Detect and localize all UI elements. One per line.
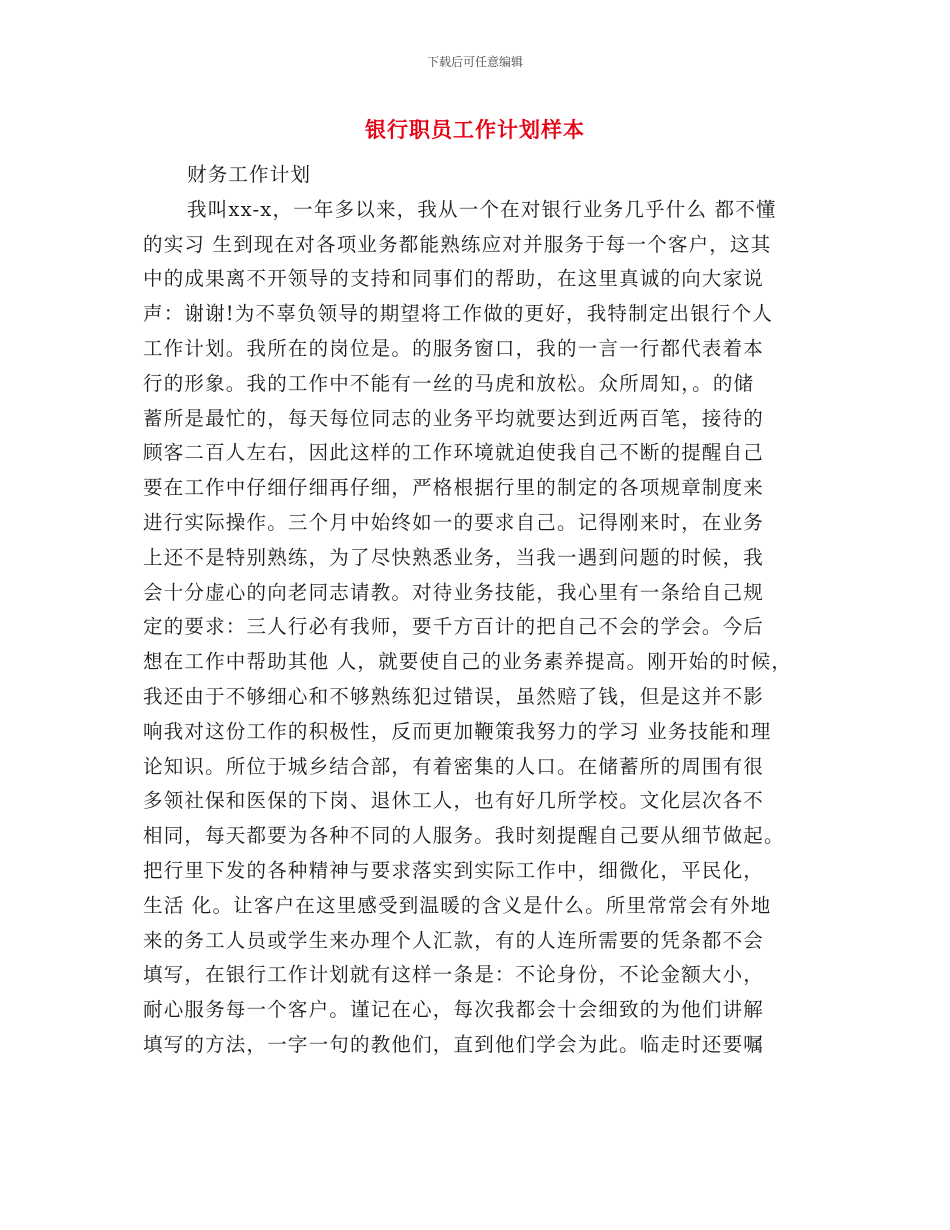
- paragraph-line: 填写的方法，一字一句的教他们，直到他们学会为此。临走时还要嘱: [143, 1032, 765, 1056]
- document-body: [143, 158, 823, 1063]
- header-note: 下载后可任意编辑: [426, 55, 523, 69]
- paragraph-line: 我叫xx-x，一年多以来，我从一个在对银行业务几乎什么 都不懂: [187, 197, 777, 221]
- paragraph-line: 会十分虚心的向老同志请教。对待业务技能，我心里有一条给自己规: [143, 580, 765, 604]
- paragraph-line: 来的务工人员或学生来办理个人汇款，有的人连所需要的凭条都不会: [143, 928, 765, 952]
- paragraph-line: 蓄所是最忙的，每天每位同志的业务平均就要达到近两百笔，接待的: [143, 406, 765, 430]
- paragraph-line: 的实习 生到现在对各项业务都能熟练应对并服务于每一个客户，这其: [143, 232, 772, 256]
- paragraph-line: 顾客二百人左右，因此这样的工作环境就迫使我自己不断的提醒自己: [143, 441, 765, 465]
- paragraph-line: 耐心服务每一个客户。谨记在心，每次我都会十会细致的为他们讲解: [143, 998, 765, 1022]
- paragraph-line: 响我对这份工作的积极性，反而更加鞭策我努力的学习 业务技能和理: [143, 719, 772, 743]
- section-heading: 财务工作计划: [187, 163, 312, 186]
- paragraph-line: 论知识。所位于城乡结合部，有着密集的人口。在储蓄所的周围有很: [143, 754, 765, 778]
- paragraph-line: 工作计划。我所在的岗位是。的服务窗口，我的一言一行都代表着本: [143, 336, 765, 360]
- paragraph-line: 中的成果离不开领导的支持和同事们的帮助，在这里真诚的向大家说: [143, 267, 765, 291]
- paragraph-line: 想在工作中帮助其他 人，就要使自己的业务素养提高。刚开始的时候，: [143, 650, 793, 674]
- paragraph-line: 把行里下发的各种精神与要求落实到实际工作中，细微化，平民化，: [143, 858, 765, 882]
- paragraph-line: 进行实际操作。三个月中始终如一的要求自己。记得刚来时，在业务: [143, 510, 765, 534]
- paragraph-line: 行的形象。我的工作中不能有一丝的马虎和放松。众所周知，。的储: [143, 371, 755, 395]
- paragraph-line: 多领社保和医保的下岗、退休工人，也有好几所学校。文化层次各不: [143, 789, 765, 813]
- paragraph-line: 声：谢谢!为不辜负领导的期望将工作做的更好，我特制定出银行个人: [143, 302, 774, 326]
- paragraph-line: 填写，在银行工作计划就有这样一条是：不论身份，不论金额大小，: [143, 963, 765, 987]
- paragraph-line: 定的要求：三人行必有我师，要千方百计的把自己不会的学会。今后: [143, 615, 765, 639]
- paragraph-line: 要在工作中仔细仔细再仔细，严格根据行里的制定的各项规章制度来: [143, 476, 765, 500]
- paragraph-line: 上还不是特别熟练，为了尽快熟悉业务，当我一遇到问题的时候，我: [143, 545, 765, 569]
- paragraph-line: 生活 化。让客户在这里感受到温暖的含义是什么。所里常常会有外地: [143, 893, 772, 917]
- paragraph-line: 我还由于不够细心和不够熟练犯过错误，虽然赔了钱，但是这并不影: [143, 684, 765, 708]
- paragraph-line: 相同，每天都要为各种不同的人服务。我时刻提醒自己要从细节做起。: [143, 824, 785, 848]
- document-title: 银行职员工作计划样本: [365, 118, 585, 142]
